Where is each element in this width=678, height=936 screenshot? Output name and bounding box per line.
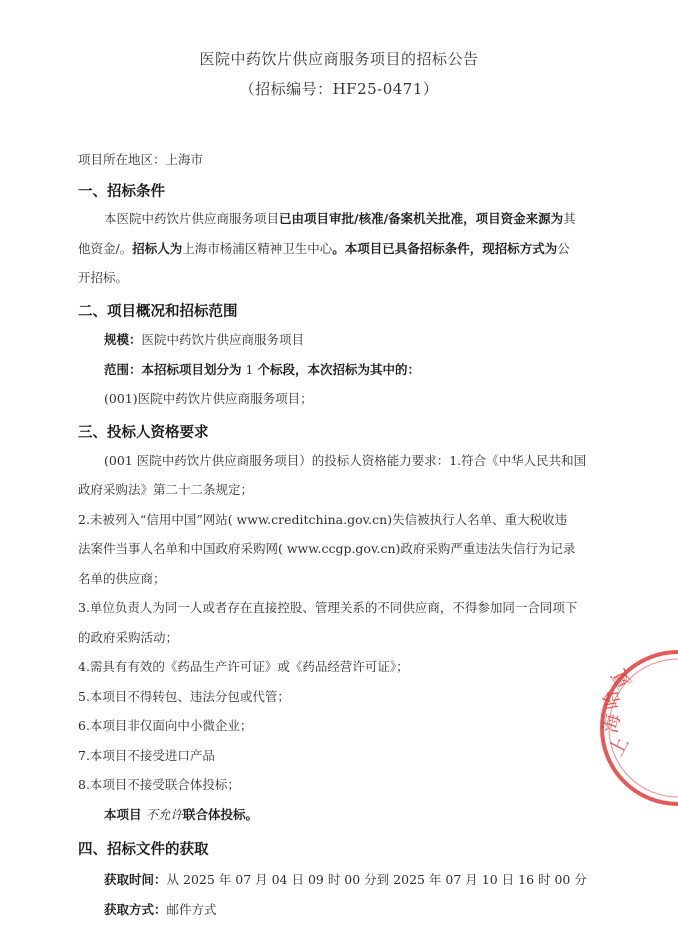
qual-3b: 的政府采购活动； xyxy=(78,630,179,645)
range-line: 范围：本招标项目划分为 1 个标段，本次招标为其中的： xyxy=(104,362,420,377)
qual-7: 7.本项目不接受进口产品 xyxy=(78,748,215,763)
qual-1b: 政府采购法》第二十二条规定； xyxy=(78,482,254,497)
s1-line-2: 他资金/。招标人为上海市杨浦区精神卫生中心。本项目已具备招标条件，现招标方式为公 xyxy=(78,241,570,256)
acquire-time: 获取时间：从 2025 年 07 月 04 日 09 时 00 分到 2025 年 07 月 10 日 16 时 00 分 xyxy=(104,872,587,887)
stamp-char-3: 哈 xyxy=(599,688,625,711)
qual-4: 4.需具有有效的《药品生产许可证》或《药品经营许可证》； xyxy=(78,659,409,674)
stamp-char-2: 海 xyxy=(599,711,625,736)
scale-line: 规模：医院中药饮片供应商服务项目 xyxy=(104,332,305,347)
consortium-line: 本项目 不允许联合体投标。 xyxy=(104,807,259,822)
qual-5: 5.本项目不得转包、违法分包或代管； xyxy=(78,689,290,704)
section-1-heading: 一、招标条件 xyxy=(78,184,165,200)
lot-line: (001)医院中药饮片供应商服务项目； xyxy=(104,391,313,406)
qual-3a: 3.单位负责人为同一人或者存在直接控股、管理关系的不同供应商，不得参加同一合同项下 xyxy=(78,600,578,615)
section-2-heading: 二、项目概况和招标范围 xyxy=(78,304,238,320)
s1-line-1: 本医院中药饮片供应商服务项目已由项目审批/核准/备案机关批准，项目资金来源为其 xyxy=(104,211,576,226)
project-region: 项目所在地区：上海市 xyxy=(78,152,204,167)
qual-1a: (001 医院中药饮片供应商服务项目）的投标人资格能力要求：1.符合《中华人民共和国 xyxy=(104,453,587,468)
official-seal-stamp xyxy=(598,640,678,820)
section-4-heading: 四、招标文件的获取 xyxy=(78,842,209,858)
tender-code: （招标编号：HF25-0471） xyxy=(239,80,439,98)
section-3-heading: 三、投标人资格要求 xyxy=(78,425,209,441)
qual-2a: 2.未被列入“信用中国”网站( www.creditchina.gov.cn)失信被执行人名单、重大税收违 xyxy=(78,512,568,527)
qual-6: 6.本项目非仅面向中小微企业； xyxy=(78,718,253,733)
qual-8: 8.本项目不接受联合体投标； xyxy=(78,777,240,792)
document-title: 医院中药饮片供应商服务项目的招标公告 xyxy=(199,50,479,68)
s1-line-3: 开招标。 xyxy=(78,270,129,285)
qual-2c: 名单的供应商； xyxy=(78,571,166,586)
acquire-method: 获取方式：邮件方式 xyxy=(104,902,217,917)
qual-2b: 法案件当事人名单和中国政府采购网( www.ccgp.gov.cn)政府采购严重违法失信行为记录 xyxy=(78,541,576,556)
stamp-char-4: 夏 xyxy=(607,665,637,693)
stamp-char-1: 上 xyxy=(604,733,634,761)
